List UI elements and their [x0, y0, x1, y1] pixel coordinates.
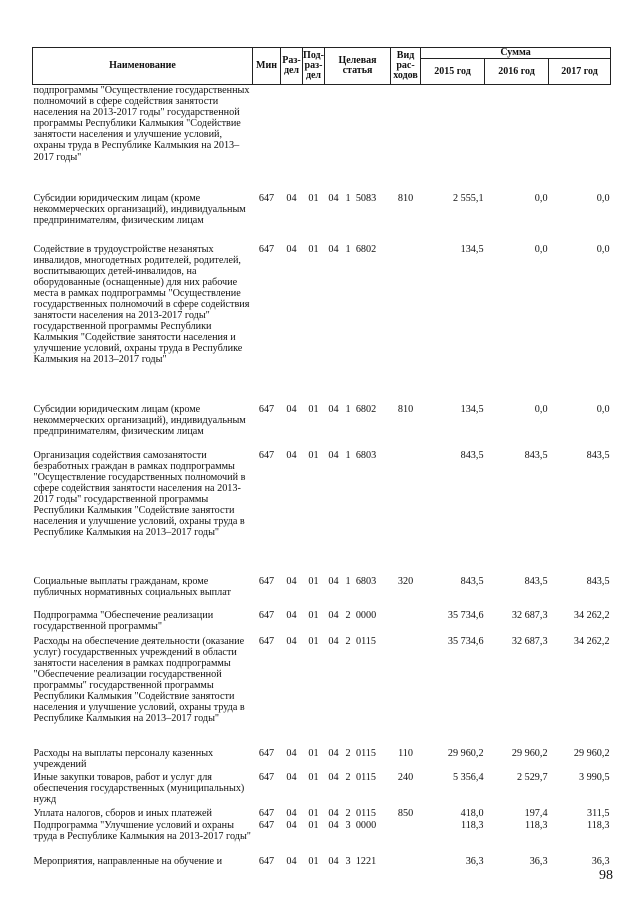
row-min: 647: [258, 449, 275, 461]
row-vid: 810: [397, 192, 414, 204]
row-sum-2015: 843,5: [460, 575, 484, 587]
row-target-code: 6803: [355, 575, 377, 587]
row-podrazdel: 01: [308, 449, 319, 461]
row-sum-2017: 36,3: [591, 855, 610, 867]
table-body: [33, 85, 611, 868]
row-sum-2016: 843,5: [524, 449, 548, 461]
row-target-code: 0000: [355, 819, 377, 831]
row-sum-2016: 32 687,3: [511, 635, 548, 647]
row-razdel: 04: [286, 192, 297, 204]
header-2017: 2017 год: [549, 59, 611, 85]
row-target-subprogram: 2: [345, 609, 351, 621]
row-razdel: [281, 85, 303, 193]
table-row: [33, 636, 611, 748]
row-vid: [391, 450, 421, 576]
row-sum-2016: 0,0: [534, 403, 548, 415]
row-sum-2016: 843,5: [524, 575, 548, 587]
row-podrazdel: 01: [308, 575, 319, 587]
row-razdel: 04: [286, 855, 297, 867]
row-target-program: 04: [328, 747, 339, 759]
row-sum-2015: 5 356,4: [452, 771, 484, 783]
row-target-subprogram: 1: [345, 575, 351, 587]
header-razdel: Раз-дел: [281, 48, 303, 85]
row-target-program: 04: [328, 403, 339, 415]
row-target-program: 04: [328, 243, 339, 255]
table-row: [33, 772, 611, 808]
header-vid: Вид рас-ходов: [391, 48, 421, 85]
row-vid: [391, 856, 421, 868]
row-sum-2017: 843,5: [586, 449, 610, 461]
row-min: 647: [258, 192, 275, 204]
row-target-program: [325, 85, 343, 193]
row-target-code: 0115: [356, 807, 376, 819]
row-podrazdel: 01: [308, 747, 319, 759]
row-razdel: 04: [286, 243, 297, 255]
row-sum-2015: 36,3: [465, 855, 484, 867]
row-sum-2017: 118,3: [586, 819, 610, 831]
header-2016: 2016 год: [485, 59, 549, 85]
row-sum-2015: 35 734,6: [447, 635, 484, 647]
row-sum-2016: 32 687,3: [511, 609, 548, 621]
row-vid: 240: [397, 771, 414, 783]
table-row: [33, 820, 611, 856]
row-sum-2015: 2 555,1: [452, 192, 484, 204]
row-target-extra: [379, 576, 391, 610]
table-row: [33, 450, 611, 576]
row-min: 647: [258, 819, 275, 831]
row-name: Субсидии юридическим лицам (кроме некоммерческих организаций), индивидуальным предпринимателям, физическим лицам: [33, 403, 246, 437]
row-vid: [391, 636, 421, 748]
row-min: 647: [258, 771, 275, 783]
table-row: [33, 748, 611, 772]
table-header: [33, 48, 611, 85]
row-target-code: 0115: [356, 635, 376, 647]
row-name: Организация содействия самозанятости безработных граждан в рамках подпрограммы "Осуществление государственных полномочий в сфере содействия занятости населения на 2013-2017 годы" государственной программы Республики Калмыкия "Содействие занятости населения и улучшение условий, охраны труда в Республике Калмыкия на 2013–2017 годы": [33, 449, 246, 539]
row-sum-2016: 36,3: [529, 855, 548, 867]
row-podrazdel: 01: [308, 403, 319, 415]
table-row: [33, 404, 611, 450]
row-target-code: 6802: [355, 403, 377, 415]
row-sum-2017: 0,0: [596, 403, 610, 415]
row-razdel: 04: [286, 609, 297, 621]
row-name: Субсидии юридическим лицам (кроме некоммерческих организаций), индивидуальным предпринимателям, физическим лицам: [33, 192, 246, 226]
row-min: 647: [258, 807, 275, 819]
row-target-program: 04: [328, 635, 339, 647]
table-row: [33, 576, 611, 610]
row-min: 647: [258, 403, 275, 415]
table-row: [33, 808, 611, 820]
row-target-subprogram: 3: [345, 855, 351, 867]
row-target-code: 5083: [355, 192, 377, 204]
header-min: Мин: [253, 48, 281, 85]
row-target-program: 04: [328, 855, 339, 867]
row-podrazdel: 01: [308, 771, 319, 783]
row-target-extra: [379, 636, 391, 748]
row-min: 647: [258, 243, 275, 255]
row-vid: [391, 85, 421, 193]
row-min: 647: [258, 747, 275, 759]
header-podrazdel: Под-раз-дел: [303, 48, 325, 85]
row-sum-2017: 29 960,2: [573, 747, 610, 759]
row-name: Расходы на обеспечение деятельности (оказание услуг) государственных учреждений в области занятости населения в рамках подпрограммы "Обеспечение реализации государственной программы" государственной программы Республики Калмыкия "Содействие занятости населения и улучшение условий, охраны труда в Республике Калмыкия на 2013–2017 годы": [33, 635, 245, 725]
row-name: Мероприятия, направленные на обучение и: [33, 855, 223, 867]
row-sum-2017: 34 262,2: [573, 635, 610, 647]
row-sum-2016: 197,4: [524, 807, 548, 819]
row-target-program: 04: [328, 819, 339, 831]
row-vid: 810: [397, 403, 414, 415]
header-2015: 2015 год: [421, 59, 485, 85]
row-vid: [391, 820, 421, 856]
row-target-extra: [379, 856, 391, 868]
row-target-extra: [379, 450, 391, 576]
row-target-subprogram: 2: [345, 635, 351, 647]
row-target-code: 0115: [356, 747, 376, 759]
row-target-code: [354, 85, 379, 193]
row-target-program: 04: [328, 192, 339, 204]
header-sum: Сумма: [421, 48, 611, 59]
row-target-code: 1221: [355, 855, 377, 867]
table-row: [33, 856, 611, 868]
row-target-subprogram: 2: [345, 747, 351, 759]
row-sum-2015: 35 734,6: [447, 609, 484, 621]
row-sum-2016: 118,3: [524, 819, 548, 831]
row-sum-2015: 418,0: [460, 807, 484, 819]
row-podrazdel: 01: [308, 819, 319, 831]
row-target-program: 04: [328, 575, 339, 587]
row-target-code: 6803: [355, 449, 377, 461]
row-podrazdel: 01: [308, 855, 319, 867]
row-vid: [391, 244, 421, 404]
row-sum-2015: 134,5: [460, 243, 484, 255]
row-vid: [391, 610, 421, 636]
table-row: [33, 193, 611, 244]
row-razdel: 04: [286, 807, 297, 819]
row-podrazdel: 01: [308, 635, 319, 647]
budget-table: [32, 47, 611, 868]
row-target-subprogram: 3: [345, 819, 351, 831]
row-min: 647: [258, 609, 275, 621]
row-razdel: 04: [286, 747, 297, 759]
row-razdel: 04: [286, 575, 297, 587]
header-target: Целевая статья: [325, 48, 391, 85]
row-target-subprogram: 1: [345, 403, 351, 415]
row-name: Уплата налогов, сборов и иных платежей: [33, 807, 212, 819]
row-sum-2015: [421, 85, 485, 193]
row-razdel: 04: [286, 819, 297, 831]
row-target-code: 0115: [356, 771, 376, 783]
row-sum-2016: 29 960,2: [511, 747, 548, 759]
row-sum-2015: 118,3: [460, 819, 484, 831]
row-sum-2015: 29 960,2: [447, 747, 484, 759]
page-number: 98: [599, 868, 613, 883]
row-min: 647: [258, 575, 275, 587]
row-target-subprogram: 1: [345, 243, 351, 255]
row-name: Расходы на выплаты персоналу казенных учреждений: [33, 747, 214, 770]
row-name: Подпрограмма "Улучшение условий и охраны труда в Республике Калмыкия на 2013-2017 годы": [33, 819, 251, 842]
row-target-code: 6802: [355, 243, 377, 255]
row-sum-2017: 3 990,5: [578, 771, 610, 783]
row-target-subprogram: [343, 85, 354, 193]
row-sum-2016: 0,0: [534, 192, 548, 204]
row-podrazdel: [303, 85, 325, 193]
row-target-extra: [379, 244, 391, 404]
row-sum-2015: 843,5: [460, 449, 484, 461]
row-target-program: 04: [328, 771, 339, 783]
row-sum-2015: 134,5: [460, 403, 484, 415]
row-target-subprogram: 1: [345, 192, 351, 204]
row-name: Иные закупки товаров, работ и услуг для обеспечения государственных (муниципальных) нужд: [33, 771, 245, 805]
row-target-subprogram: 1: [345, 449, 351, 461]
row-target-subprogram: 2: [345, 771, 351, 783]
row-name: Подпрограмма "Обеспечение реализации государственной программы": [33, 609, 214, 632]
row-podrazdel: 01: [308, 807, 319, 819]
row-sum-2017: 843,5: [586, 575, 610, 587]
row-podrazdel: 01: [308, 609, 319, 621]
row-target-program: 04: [328, 807, 339, 819]
row-vid: 110: [398, 747, 413, 759]
row-razdel: 04: [286, 635, 297, 647]
row-min: [253, 85, 281, 193]
row-sum-2016: 2 529,7: [516, 771, 548, 783]
row-name: подпрограммы "Осуществление государственных полномочий в сфере содействия занятости населения на 2013-2017 годы" государственной программы Республики Калмыкия "Содействие занятости населения и улучшение условий, охраны труда в Республике Калмыкия на 2013–2017 годы": [33, 85, 250, 163]
row-razdel: 04: [286, 403, 297, 415]
row-target-extra: [379, 748, 391, 772]
row-razdel: 04: [286, 449, 297, 461]
row-target-program: 04: [328, 609, 339, 621]
row-target-extra: [379, 610, 391, 636]
row-target-extra: [379, 85, 391, 193]
row-sum-2017: 0,0: [596, 243, 610, 255]
row-sum-2017: [549, 85, 611, 193]
row-sum-2017: 34 262,2: [573, 609, 610, 621]
row-target-code: 0000: [355, 609, 377, 621]
row-target-extra: [379, 193, 391, 244]
row-sum-2017: 0,0: [596, 192, 610, 204]
row-min: 647: [258, 855, 275, 867]
row-target-extra: [379, 772, 391, 808]
header-name: Наименование: [33, 48, 253, 85]
row-target-extra: [379, 808, 391, 820]
row-target-extra: [379, 820, 391, 856]
row-sum-2016: 0,0: [534, 243, 548, 255]
row-vid: 320: [397, 575, 414, 587]
row-target-program: 04: [328, 449, 339, 461]
row-target-subprogram: 2: [345, 807, 351, 819]
row-min: 647: [258, 635, 275, 647]
row-sum-2016: [485, 85, 549, 193]
table-row: [33, 244, 611, 404]
row-target-extra: [379, 404, 391, 450]
table-row: [33, 610, 611, 636]
row-razdel: 04: [286, 771, 297, 783]
row-sum-2017: 311,5: [586, 807, 610, 819]
row-podrazdel: 01: [308, 243, 319, 255]
row-name: Содействие в трудоустройстве незанятых инвалидов, многодетных родителей, родителей, воспитывающих детей-инвалидов, на оборудованные (оснащенные) для них рабочие места в рамках подпрограммы "Осуществление государственных полномочий в сфере содействия занятости населения на 2013-2017 годы" государственной программы Республики Калмыкия "Содействие занятости населения и улучшение условий, охраны труда в Республике Калмыкия на 2013–2017 годы": [33, 243, 250, 366]
table-row: [33, 85, 611, 193]
row-name: Социальные выплаты гражданам, кроме публичных нормативных социальных выплат: [33, 575, 231, 598]
row-vid: 850: [397, 807, 414, 819]
row-podrazdel: 01: [308, 192, 319, 204]
